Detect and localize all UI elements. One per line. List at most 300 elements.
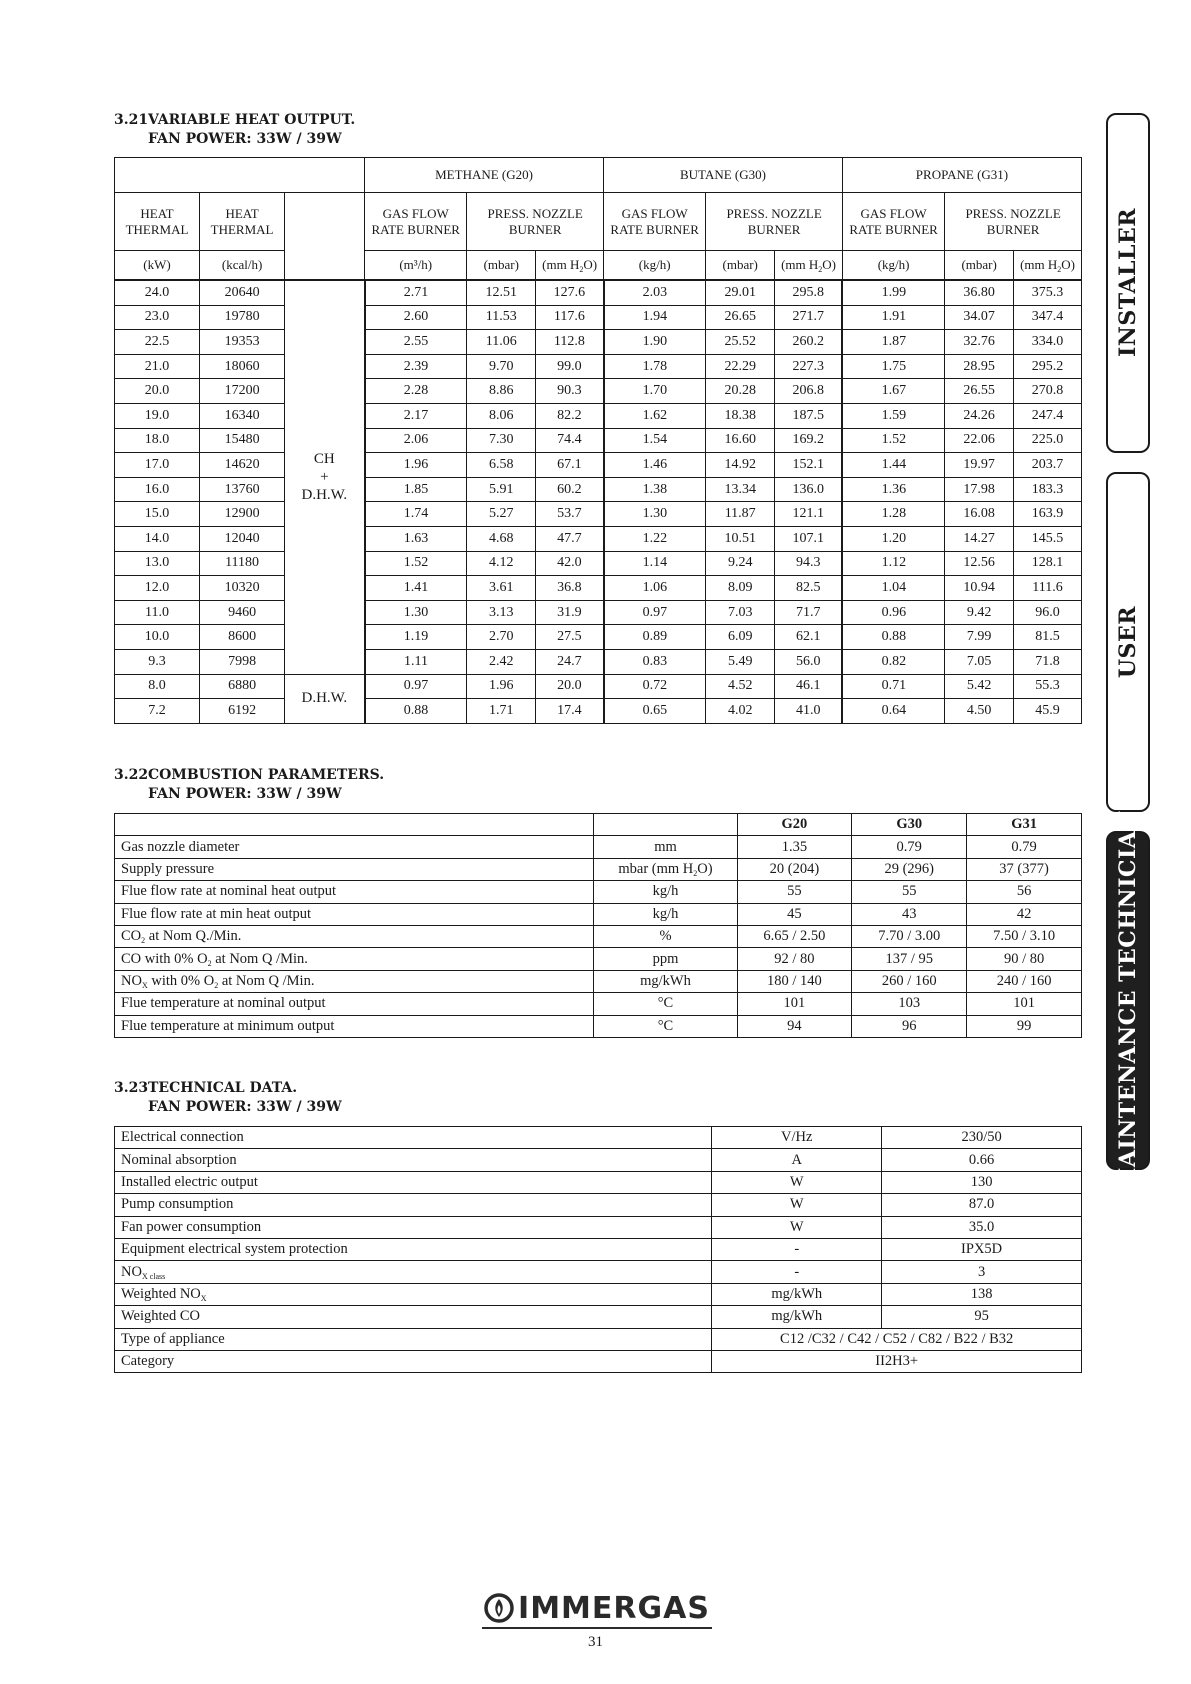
table-units-row [115, 251, 1082, 281]
table-row [115, 858, 1082, 880]
propane-mmh2o: 111.6 [1014, 576, 1082, 601]
unit-m3h: (m³/h) [365, 251, 467, 281]
row-unit: V/Hz [712, 1127, 882, 1149]
heat-kw: 21.0 [115, 354, 200, 379]
section-3-23-title [114, 1079, 342, 1117]
propane-mbar: 16.08 [945, 502, 1014, 527]
table-row [115, 836, 1082, 858]
gas-header-g20: G20 [737, 814, 852, 836]
row-label: Equipment electrical system protection [115, 1238, 712, 1260]
row-label: $CO_2$ at Nom Q./Min. [115, 925, 594, 947]
propane-mmh2o: 225.0 [1014, 428, 1082, 453]
row-unit: W [712, 1194, 882, 1216]
propane-flow: 0.96 [842, 600, 944, 625]
butane-mbar: 13.34 [706, 477, 775, 502]
row-unit: kg/h [594, 903, 737, 925]
col-header-heat-thermal-kcal: HEAT THERMAL [200, 193, 285, 251]
methane-mbar: 7.30 [467, 428, 536, 453]
immergas-logo [482, 1588, 712, 1628]
value-g31: 0.79 [967, 836, 1082, 858]
propane-mbar: 34.07 [945, 305, 1014, 330]
methane-flow: 2.28 [365, 379, 467, 404]
tab-user[interactable] [1106, 472, 1150, 812]
heat-kw: 18.0 [115, 428, 200, 453]
row-label: Weighted CO [115, 1306, 712, 1328]
table-row [115, 925, 1082, 947]
row-label: $NO_X$ with 0% $O_2$ at Nom Q /Min. [115, 970, 594, 992]
row-value: 3 [882, 1261, 1082, 1283]
row-value: 138 [882, 1283, 1082, 1305]
methane-mmh2o: 82.2 [536, 403, 604, 428]
value-g20: 55 [737, 881, 852, 903]
butane-mmh2o: 62.1 [775, 625, 843, 650]
heat-kw: 15.0 [115, 502, 200, 527]
methane-mbar: 2.70 [467, 625, 536, 650]
col-header-gas-flow: GAS FLOW RATE BURNER [842, 193, 944, 251]
heat-kw: 7.2 [115, 699, 200, 724]
unit-kgh: (kg/h) [842, 251, 944, 281]
butane-mbar: 22.29 [706, 354, 775, 379]
methane-flow: 1.19 [365, 625, 467, 650]
butane-mbar: 18.38 [706, 403, 775, 428]
row-value: 87.0 [882, 1194, 1082, 1216]
propane-mmh2o: 347.4 [1014, 305, 1082, 330]
methane-flow: 0.97 [365, 674, 467, 699]
row-unit: % [594, 925, 737, 947]
section-number: 3.22 [114, 767, 149, 783]
methane-mbar: 12.51 [467, 280, 536, 305]
butane-mmh2o: 206.8 [775, 379, 843, 404]
mode-dhw: D.H.W. [285, 674, 365, 723]
methane-mbar: 4.68 [467, 526, 536, 551]
table-row [115, 502, 1082, 527]
row-unit: mg/kWh [712, 1283, 882, 1305]
butane-flow: 1.62 [604, 403, 706, 428]
row-label: Fan power consumption [115, 1216, 712, 1238]
empty-header-cell [594, 814, 737, 836]
table-row [115, 477, 1082, 502]
propane-flow: 1.52 [842, 428, 944, 453]
propane-flow: 1.28 [842, 502, 944, 527]
unit-kw: (kW) [115, 251, 200, 281]
butane-mmh2o: 169.2 [775, 428, 843, 453]
row-label: Category [115, 1350, 712, 1372]
row-value: II2H3+ [712, 1350, 1082, 1372]
col-header-gas-flow: GAS FLOW RATE BURNER [604, 193, 706, 251]
tab-user-label: USER [1115, 605, 1141, 679]
butane-mmh2o: 295.8 [775, 280, 843, 305]
table-row [115, 305, 1082, 330]
butane-mmh2o: 121.1 [775, 502, 843, 527]
heat-kcal: 19353 [200, 330, 285, 355]
propane-flow: 0.64 [842, 699, 944, 724]
row-unit: kg/h [594, 881, 737, 903]
tab-maintenance-technician[interactable] [1106, 809, 1150, 1192]
value-g20: 1.35 [737, 836, 852, 858]
heat-kw: 8.0 [115, 674, 200, 699]
value-g31: 42 [967, 903, 1082, 925]
row-unit: - [712, 1261, 882, 1283]
butane-mmh2o: 94.3 [775, 551, 843, 576]
methane-mmh2o: 17.4 [536, 699, 604, 724]
butane-mmh2o: 107.1 [775, 526, 843, 551]
propane-mbar: 12.56 [945, 551, 1014, 576]
table-row [115, 649, 1082, 674]
methane-mbar: 4.12 [467, 551, 536, 576]
propane-flow: 1.44 [842, 453, 944, 478]
methane-flow: 1.74 [365, 502, 467, 527]
methane-mmh2o: 47.7 [536, 526, 604, 551]
row-label: Flue flow rate at min heat output [115, 903, 594, 925]
table-row [115, 1328, 1082, 1350]
value-g30: 96 [852, 1015, 967, 1037]
butane-mmh2o: 187.5 [775, 403, 843, 428]
value-g31: 90 / 80 [967, 948, 1082, 970]
methane-mbar: 6.58 [467, 453, 536, 478]
heat-kcal: 6880 [200, 674, 285, 699]
heat-kcal: 7998 [200, 649, 285, 674]
table-row [115, 453, 1082, 478]
value-g31: 56 [967, 881, 1082, 903]
propane-mbar: 14.27 [945, 526, 1014, 551]
table-row [115, 1171, 1082, 1193]
value-g20: 20 (204) [737, 858, 852, 880]
unit-mbar: (mbar) [945, 251, 1014, 281]
methane-flow: 1.63 [365, 526, 467, 551]
methane-flow: 1.52 [365, 551, 467, 576]
methane-mbar: 9.70 [467, 354, 536, 379]
table-row [115, 1149, 1082, 1171]
row-unit: A [712, 1149, 882, 1171]
butane-flow: 1.54 [604, 428, 706, 453]
section-3-21-title [114, 111, 355, 149]
table-row [115, 674, 1082, 699]
heat-kcal: 18060 [200, 354, 285, 379]
methane-mmh2o: 99.0 [536, 354, 604, 379]
value-g30: 0.79 [852, 836, 967, 858]
table-row [115, 1283, 1082, 1305]
row-value: 230/50 [882, 1127, 1082, 1149]
propane-mmh2o: 71.8 [1014, 649, 1082, 674]
row-label: Installed electric output [115, 1171, 712, 1193]
value-g30: 137 / 95 [852, 948, 967, 970]
butane-mbar: 10.51 [706, 526, 775, 551]
butane-mmh2o: 260.2 [775, 330, 843, 355]
propane-mmh2o: 45.9 [1014, 699, 1082, 724]
table-row [115, 1194, 1082, 1216]
heat-kcal: 10320 [200, 576, 285, 601]
butane-mbar: 14.92 [706, 453, 775, 478]
table-row [115, 1350, 1082, 1372]
logo-underline [482, 1627, 712, 1629]
heat-kw: 23.0 [115, 305, 200, 330]
butane-flow: 1.14 [604, 551, 706, 576]
butane-mbar: 20.28 [706, 379, 775, 404]
heat-kcal: 6192 [200, 699, 285, 724]
butane-mbar: 29.01 [706, 280, 775, 305]
tab-installer[interactable] [1106, 113, 1150, 453]
butane-mbar: 6.09 [706, 625, 775, 650]
methane-mmh2o: 90.3 [536, 379, 604, 404]
heat-kcal: 19780 [200, 305, 285, 330]
empty-header-cell [115, 158, 365, 193]
table-header-row [115, 193, 1082, 251]
row-unit: mbar (mm $H_2O$) [594, 858, 737, 880]
butane-flow: 1.70 [604, 379, 706, 404]
butane-mmh2o: 227.3 [775, 354, 843, 379]
row-label: Weighted $NO_X$ [115, 1283, 712, 1305]
table-row [115, 1306, 1082, 1328]
table-row [115, 625, 1082, 650]
heat-kcal: 14620 [200, 453, 285, 478]
col-header-press: PRESS. NOZZLE BURNER [467, 193, 604, 251]
propane-mbar: 10.94 [945, 576, 1014, 601]
heat-kcal: 12900 [200, 502, 285, 527]
row-unit: mm [594, 836, 737, 858]
variable-heat-output-table [114, 157, 1082, 724]
row-label: Gas nozzle diameter [115, 836, 594, 858]
value-g31: 37 (377) [967, 858, 1082, 880]
group-header-butane: BUTANE (G30) [604, 158, 843, 193]
methane-mbar: 1.71 [467, 699, 536, 724]
table-row [115, 881, 1082, 903]
methane-mmh2o: 42.0 [536, 551, 604, 576]
butane-mbar: 5.49 [706, 649, 775, 674]
group-header-propane: PROPANE (G31) [842, 158, 1081, 193]
methane-flow: 1.85 [365, 477, 467, 502]
group-header-methane: METHANE (G20) [365, 158, 604, 193]
row-unit: °C [594, 1015, 737, 1037]
tab-installer-label: INSTALLER [1115, 208, 1141, 358]
heat-kcal: 9460 [200, 600, 285, 625]
butane-mbar: 11.87 [706, 502, 775, 527]
methane-mbar: 1.96 [467, 674, 536, 699]
methane-mbar: 8.06 [467, 403, 536, 428]
section-number: 3.21 [114, 112, 149, 128]
methane-flow: 0.88 [365, 699, 467, 724]
propane-mmh2o: 128.1 [1014, 551, 1082, 576]
methane-mmh2o: 31.9 [536, 600, 604, 625]
row-value: C12 /C32 / C42 / C52 / C82 / B22 / B32 [712, 1328, 1082, 1350]
propane-mbar: 22.06 [945, 428, 1014, 453]
row-value: 0.66 [882, 1149, 1082, 1171]
table-row [115, 576, 1082, 601]
butane-mbar: 7.03 [706, 600, 775, 625]
methane-mmh2o: 112.8 [536, 330, 604, 355]
methane-mbar: 8.86 [467, 379, 536, 404]
butane-flow: 1.30 [604, 502, 706, 527]
value-g20: 6.65 / 2.50 [737, 925, 852, 947]
heat-kw: 11.0 [115, 600, 200, 625]
heat-kcal: 13760 [200, 477, 285, 502]
methane-mbar: 3.61 [467, 576, 536, 601]
tab-maintenance-label: MAINTENANCE TECHNICIAN [1115, 809, 1141, 1192]
section-subheading: FAN POWER: 33W / 39W [148, 786, 342, 802]
section-3-22-title [114, 766, 384, 804]
propane-flow: 0.82 [842, 649, 944, 674]
butane-mmh2o: 46.1 [775, 674, 843, 699]
col-header-press: PRESS. NOZZLE BURNER [945, 193, 1082, 251]
section-heading: COMBUSTION PARAMETERS. [148, 767, 385, 783]
unit-kcal: (kcal/h) [200, 251, 285, 281]
butane-flow: 1.78 [604, 354, 706, 379]
heat-kw: 12.0 [115, 576, 200, 601]
butane-flow: 0.83 [604, 649, 706, 674]
propane-mmh2o: 295.2 [1014, 354, 1082, 379]
propane-mbar: 32.76 [945, 330, 1014, 355]
methane-mmh2o: 53.7 [536, 502, 604, 527]
methane-flow: 2.39 [365, 354, 467, 379]
col-header-heat-thermal-kw: HEAT THERMAL [115, 193, 200, 251]
butane-mmh2o: 71.7 [775, 600, 843, 625]
section-heading: TECHNICAL DATA. [148, 1080, 298, 1096]
propane-mmh2o: 247.4 [1014, 403, 1082, 428]
heat-kw: 9.3 [115, 649, 200, 674]
unit-kgh: (kg/h) [604, 251, 706, 281]
propane-flow: 1.87 [842, 330, 944, 355]
table-row [115, 551, 1082, 576]
propane-mbar: 28.95 [945, 354, 1014, 379]
section-subheading: FAN POWER: 33W / 39W [148, 1099, 342, 1115]
heat-table-body [115, 280, 1082, 723]
propane-mmh2o: 96.0 [1014, 600, 1082, 625]
butane-flow: 1.22 [604, 526, 706, 551]
heat-kcal: 8600 [200, 625, 285, 650]
methane-mmh2o: 20.0 [536, 674, 604, 699]
row-label: Nominal absorption [115, 1149, 712, 1171]
table-row [115, 428, 1082, 453]
col-header-gas-flow: GAS FLOW RATE BURNER [365, 193, 467, 251]
logo-text: IMMERGAS [518, 1590, 710, 1626]
table-row [115, 600, 1082, 625]
table-row [115, 903, 1082, 925]
row-label: Pump consumption [115, 1194, 712, 1216]
page-number: 31 [588, 1634, 603, 1650]
propane-mmh2o: 145.5 [1014, 526, 1082, 551]
butane-flow: 1.38 [604, 477, 706, 502]
butane-mmh2o: 56.0 [775, 649, 843, 674]
section-number: 3.23 [114, 1080, 149, 1096]
methane-flow: 2.60 [365, 305, 467, 330]
table-row [115, 699, 1082, 724]
propane-mmh2o: 334.0 [1014, 330, 1082, 355]
table-row [115, 1015, 1082, 1037]
table-row [115, 280, 1082, 305]
methane-mbar: 2.42 [467, 649, 536, 674]
butane-mbar: 4.02 [706, 699, 775, 724]
table-row [115, 970, 1082, 992]
value-g31: 240 / 160 [967, 970, 1082, 992]
methane-mmh2o: 127.6 [536, 280, 604, 305]
propane-mbar: 24.26 [945, 403, 1014, 428]
butane-flow: 0.89 [604, 625, 706, 650]
heat-kw: 16.0 [115, 477, 200, 502]
combustion-parameters-table [114, 813, 1082, 1038]
row-unit: °C [594, 993, 737, 1015]
propane-mbar: 5.42 [945, 674, 1014, 699]
butane-flow: 0.97 [604, 600, 706, 625]
table-row [115, 1127, 1082, 1149]
unit-mbar: (mbar) [467, 251, 536, 281]
row-label: Type of appliance [115, 1328, 712, 1350]
methane-flow: 1.30 [365, 600, 467, 625]
propane-mbar: 9.42 [945, 600, 1014, 625]
empty-header-cell [115, 814, 594, 836]
propane-flow: 1.04 [842, 576, 944, 601]
propane-flow: 1.99 [842, 280, 944, 305]
propane-flow: 1.12 [842, 551, 944, 576]
table-header-row [115, 158, 1082, 193]
row-value: IPX5D [882, 1238, 1082, 1260]
unit-mmh2o: (mm $H_2O$) [775, 251, 843, 281]
butane-flow: 1.90 [604, 330, 706, 355]
row-label: $NO_{X class}$ [115, 1261, 712, 1283]
row-unit: - [712, 1238, 882, 1260]
section-subheading: FAN POWER: 33W / 39W [148, 131, 342, 147]
propane-mmh2o: 270.8 [1014, 379, 1082, 404]
table-row [115, 354, 1082, 379]
butane-flow: 1.06 [604, 576, 706, 601]
methane-mbar: 3.13 [467, 600, 536, 625]
row-unit: mg/kWh [594, 970, 737, 992]
heat-kw: 10.0 [115, 625, 200, 650]
methane-mmh2o: 36.8 [536, 576, 604, 601]
methane-flow: 2.55 [365, 330, 467, 355]
propane-flow: 0.71 [842, 674, 944, 699]
row-label: Flue flow rate at nominal heat output [115, 881, 594, 903]
row-unit: W [712, 1171, 882, 1193]
row-label: Flue temperature at minimum output [115, 1015, 594, 1037]
value-g30: 260 / 160 [852, 970, 967, 992]
value-g20: 92 / 80 [737, 948, 852, 970]
value-g30: 103 [852, 993, 967, 1015]
heat-kcal: 12040 [200, 526, 285, 551]
propane-mbar: 26.55 [945, 379, 1014, 404]
mode-ch-dhw: CH + D.H.W. [285, 280, 365, 674]
butane-mbar: 16.60 [706, 428, 775, 453]
unit-mmh2o: (mm $H_2O$) [536, 251, 604, 281]
methane-mbar: 5.27 [467, 502, 536, 527]
value-g30: 43 [852, 903, 967, 925]
butane-flow: 0.72 [604, 674, 706, 699]
value-g20: 101 [737, 993, 852, 1015]
methane-flow: 1.11 [365, 649, 467, 674]
value-g30: 29 (296) [852, 858, 967, 880]
value-g31: 99 [967, 1015, 1082, 1037]
heat-kcal: 20640 [200, 280, 285, 305]
propane-mbar: 4.50 [945, 699, 1014, 724]
row-label: CO with 0% $O_2$ at Nom Q /Min. [115, 948, 594, 970]
butane-flow: 2.03 [604, 280, 706, 305]
unit-mbar: (mbar) [706, 251, 775, 281]
propane-mbar: 19.97 [945, 453, 1014, 478]
heat-kw: 20.0 [115, 379, 200, 404]
row-unit: mg/kWh [712, 1306, 882, 1328]
heat-kcal: 16340 [200, 403, 285, 428]
butane-flow: 0.65 [604, 699, 706, 724]
propane-mbar: 7.05 [945, 649, 1014, 674]
value-g30: 7.70 / 3.00 [852, 925, 967, 947]
propane-mbar: 36.80 [945, 280, 1014, 305]
heat-kw: 22.5 [115, 330, 200, 355]
propane-mmh2o: 183.3 [1014, 477, 1082, 502]
propane-mmh2o: 163.9 [1014, 502, 1082, 527]
value-g20: 45 [737, 903, 852, 925]
propane-mmh2o: 203.7 [1014, 453, 1082, 478]
table-row [115, 379, 1082, 404]
propane-flow: 1.59 [842, 403, 944, 428]
value-g20: 94 [737, 1015, 852, 1037]
